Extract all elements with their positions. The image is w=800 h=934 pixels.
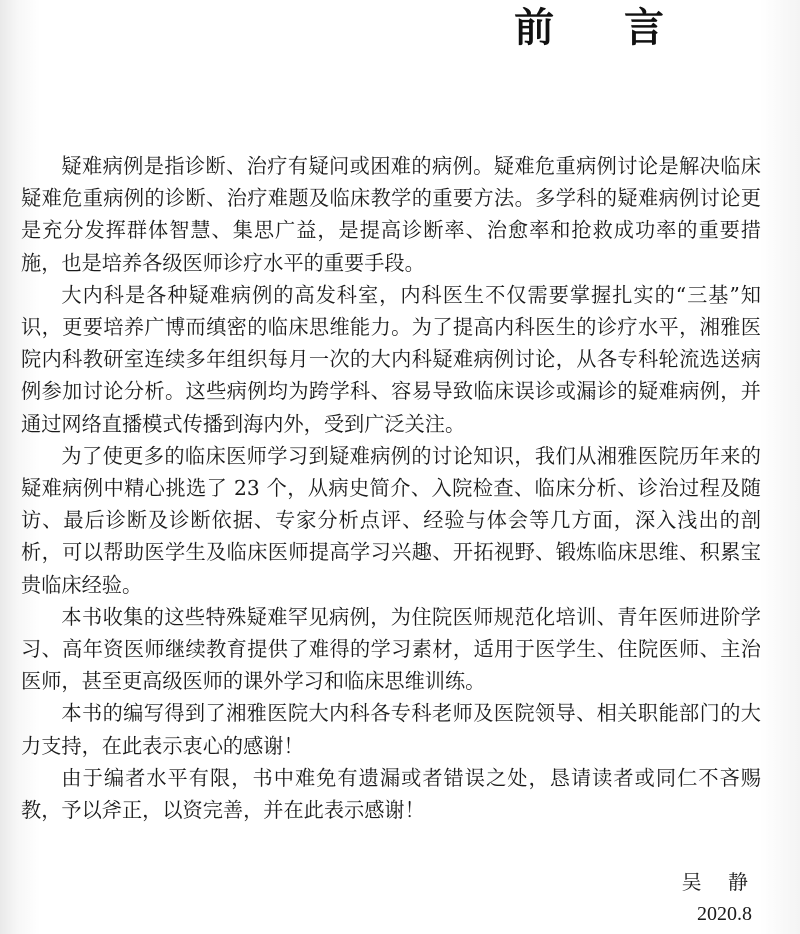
paragraph-5: 本书的编写得到了湘雅医院大内科各专科老师及医院领导、相关职能部门的大力支持，在此表示衷心的感谢！	[21, 701, 761, 758]
paragraph-4: 本书收集的这些特殊疑难罕见病例，为住院医师规范化培训、青年医师进阶学习、高年资医师继续教育提供了难得的学习素材，适用于医学生、住院医师、主治医师，甚至更高级医师的课外学习和临床思维训练。	[21, 604, 761, 694]
paragraph-1: 疑难病例是指诊断、治疗有疑问或困难的病例。疑难危重病例讨论是解决临床疑难危重病例的诊断、治疗难题及临床教学的重要方法。多学科的疑难病例讨论更是充分发挥群体智慧、集思广益，是提高诊断率、治愈率和抢救成功率的重要措施，也是培养各级医师诊疗水平的重要手段。	[21, 154, 761, 275]
preface-body	[21, 150, 761, 826]
signature-block	[632, 866, 758, 930]
page-title: 前 言	[514, 5, 692, 51]
paragraph-6: 由于编者水平有限，书中难免有遗漏或者错误之处，恳请读者或同仁不吝赐教，予以斧正，以资完善，并在此表示感谢！	[21, 765, 761, 823]
signature-date: 2020.8	[697, 903, 752, 925]
paragraph-2: 大内科是各种疑难病例的高发科室，内科医生不仅需要掌握扎实的“三基”知识，更要培养广博而缜密的临床思维能力。为了提高内科医生的诊疗水平，湘雅医院内科教研室连续多年组织每月一次的大内科疑难病例讨论，从各专科轮流选送病例参加讨论分析。这些病例均为跨学科、容易导致临床误诊或漏诊的疑难病例，并通过网络直播模式传播到海内外，受到广泛关注。	[21, 282, 761, 436]
author-name: 吴 静	[681, 870, 758, 894]
paragraph-3: 为了使更多的临床医师学习到疑难病例的讨论知识，我们从湘雅医院历年来的疑难病例中精心挑选了 23 个，从病史简介、入院检查、临床分析、诊治过程及随访、最后诊断及诊断依据、专家分析点评、经验与体会等几方面，深入浅出的剖析，可以帮助医学生及临床医师提高学习兴趣、开拓视野、锻炼临床思维、积累宝贵临床经验。	[21, 443, 761, 597]
